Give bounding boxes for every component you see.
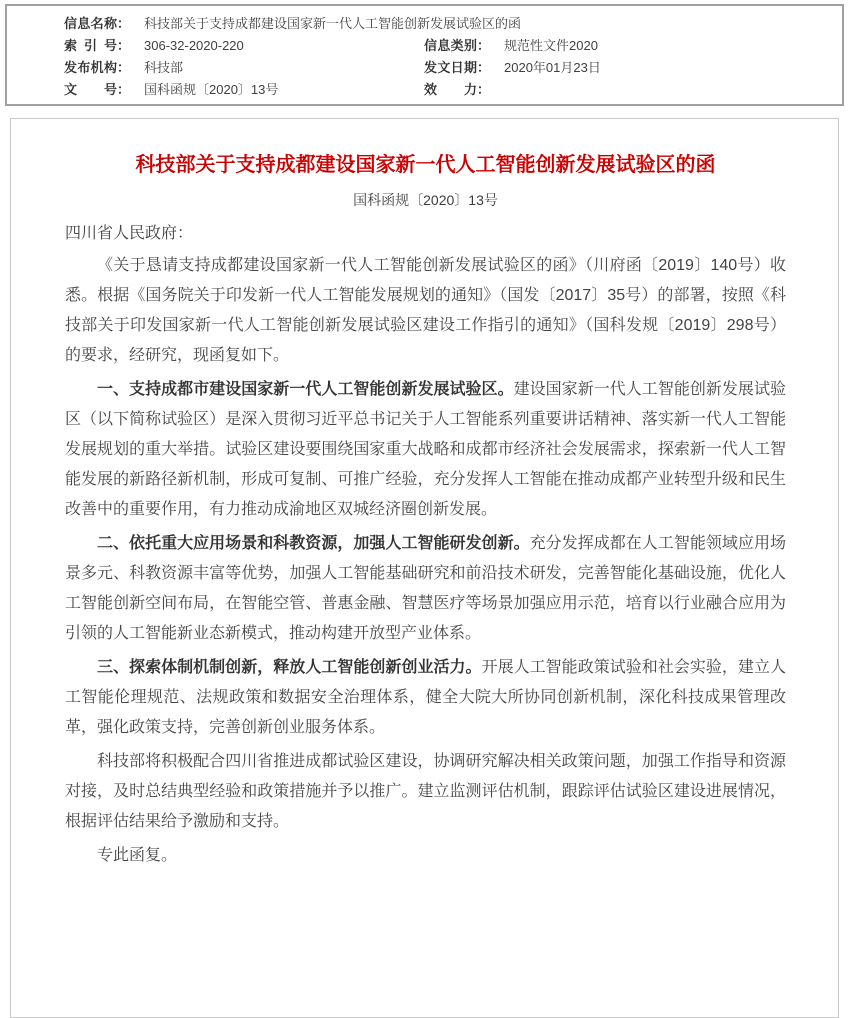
info-cell-index-number <box>64 35 424 57</box>
info-cell-issue-date <box>424 57 832 79</box>
document-title: 科技部关于支持成都建设国家新一代人工智能创新发展试验区的函 <box>135 154 716 176</box>
info-cell-effectiveness <box>424 79 832 101</box>
issue-date-label: 发文日期 <box>424 60 477 75</box>
colon: ： <box>117 60 131 75</box>
issuer-value: 科技部 <box>144 60 184 75</box>
info-name-colon: ： <box>117 16 131 31</box>
paragraph-lead: 三、探索体制机制创新，释放人工智能创新创业活力。 <box>97 659 482 676</box>
info-row-docnumber <box>64 79 832 101</box>
paragraph-text: 建设国家新一代人工智能创新发展试验区（以下简称试验区）是深入贯彻习近平总书记关于人工智能系列重要讲话精神、落实新一代人工智能发展规划的重大举措。试验区建设要围绕国家重大战略和成都市经济社会发展需求，探索新一代人工智能发展的新路径新机制，形成可复制、可推广经验，充分发挥人工智能在推动成都产业转型升级和民生改善中的重要作用，有力推动成渝地区双城经济圈创新发展。 <box>65 381 786 518</box>
issuer-label: 发布机构 <box>64 60 117 75</box>
paragraph-intro <box>65 251 786 371</box>
paragraph-text: 充分发挥成都在人工智能领域应用场景多元、科教资源丰富等优势，加强人工智能基础研究和前沿技术研发，完善智能化基础设施，优化人工智能创新空间布局，在智能空管、普惠金融、智慧医疗等场景加强应用示范，培育以行业融合应用为引领的人工智能新业态新模式，推动构建开放型产业体系。 <box>65 535 786 642</box>
doc-number-label: 文号 <box>64 82 117 97</box>
info-name-label: 信息名称 <box>64 16 117 31</box>
paragraph-section-2 <box>65 529 786 649</box>
document-body-panel <box>10 118 839 1018</box>
info-cell-issuer <box>64 57 424 79</box>
paragraph-followup <box>65 747 786 837</box>
info-name-value: 科技部关于支持成都建设国家新一代人工智能创新发展试验区的函 <box>144 16 522 31</box>
category-value: 规范性文件2020 <box>504 38 598 53</box>
category-label: 信息类别 <box>424 38 477 53</box>
document-reference-number: 国科函规〔2020〕13号 <box>353 192 498 208</box>
paragraph-section-1 <box>65 375 786 525</box>
info-row-issuer <box>64 57 832 79</box>
issue-date-value: 2020年01月23日 <box>504 60 601 75</box>
paragraph-section-3 <box>65 653 786 743</box>
paragraph-lead: 一、支持成都市建设国家新一代人工智能创新发展试验区。 <box>97 381 514 398</box>
info-row-index <box>64 35 832 57</box>
colon: ： <box>117 82 131 97</box>
colon: ： <box>477 82 491 97</box>
info-row-name <box>64 13 832 35</box>
paragraph-text: 专此函复。 <box>97 847 178 864</box>
info-cell-name <box>64 13 521 35</box>
paragraph-text: 《关于恳请支持成都建设国家新一代人工智能创新发展试验区的函》（川府函〔2019〕140号）收悉。根据《国务院关于印发新一代人工智能发展规划的通知》（国发〔2017〕35号）的部署，按照《科技部关于印发国家新一代人工智能创新发展试验区建设工作指引的通知》（国科发规〔2019〕298号）的要求，经研究，现函复如下。 <box>65 257 786 364</box>
colon: ： <box>117 38 131 53</box>
colon: ： <box>477 38 491 53</box>
paragraph-lead: 二、依托重大应用场景和科教资源，加强人工智能研发创新。 <box>97 535 530 552</box>
salutation: 四川省人民政府： <box>65 225 194 242</box>
info-cell-doc-number <box>64 79 424 101</box>
paragraph-closing <box>65 841 786 871</box>
colon: ： <box>477 60 491 75</box>
effectiveness-label: 效力 <box>424 82 477 97</box>
document-info-panel <box>5 4 844 106</box>
paragraph-text: 开展人工智能政策试验和社会实验，建立人工智能伦理规范、法规政策和数据安全治理体系，健全大院大所协同创新机制，深化科技成果管理改革，强化政策支持，完善创新创业服务体系。 <box>65 659 786 736</box>
index-number-label: 索引号 <box>64 38 117 53</box>
paragraph-text: 科技部将积极配合四川省推进成都试验区建设，协调研究解决相关政策问题，加强工作指导和资源对接，及时总结典型经验和政策措施并予以推广。建立监测评估机制，跟踪评估试验区建设进展情况，根据评估结果给予激励和支持。 <box>65 753 786 830</box>
doc-number-value: 国科函规〔2020〕13号 <box>144 82 279 97</box>
info-cell-category <box>424 35 832 57</box>
index-number-value: 306-32-2020-220 <box>144 38 244 53</box>
